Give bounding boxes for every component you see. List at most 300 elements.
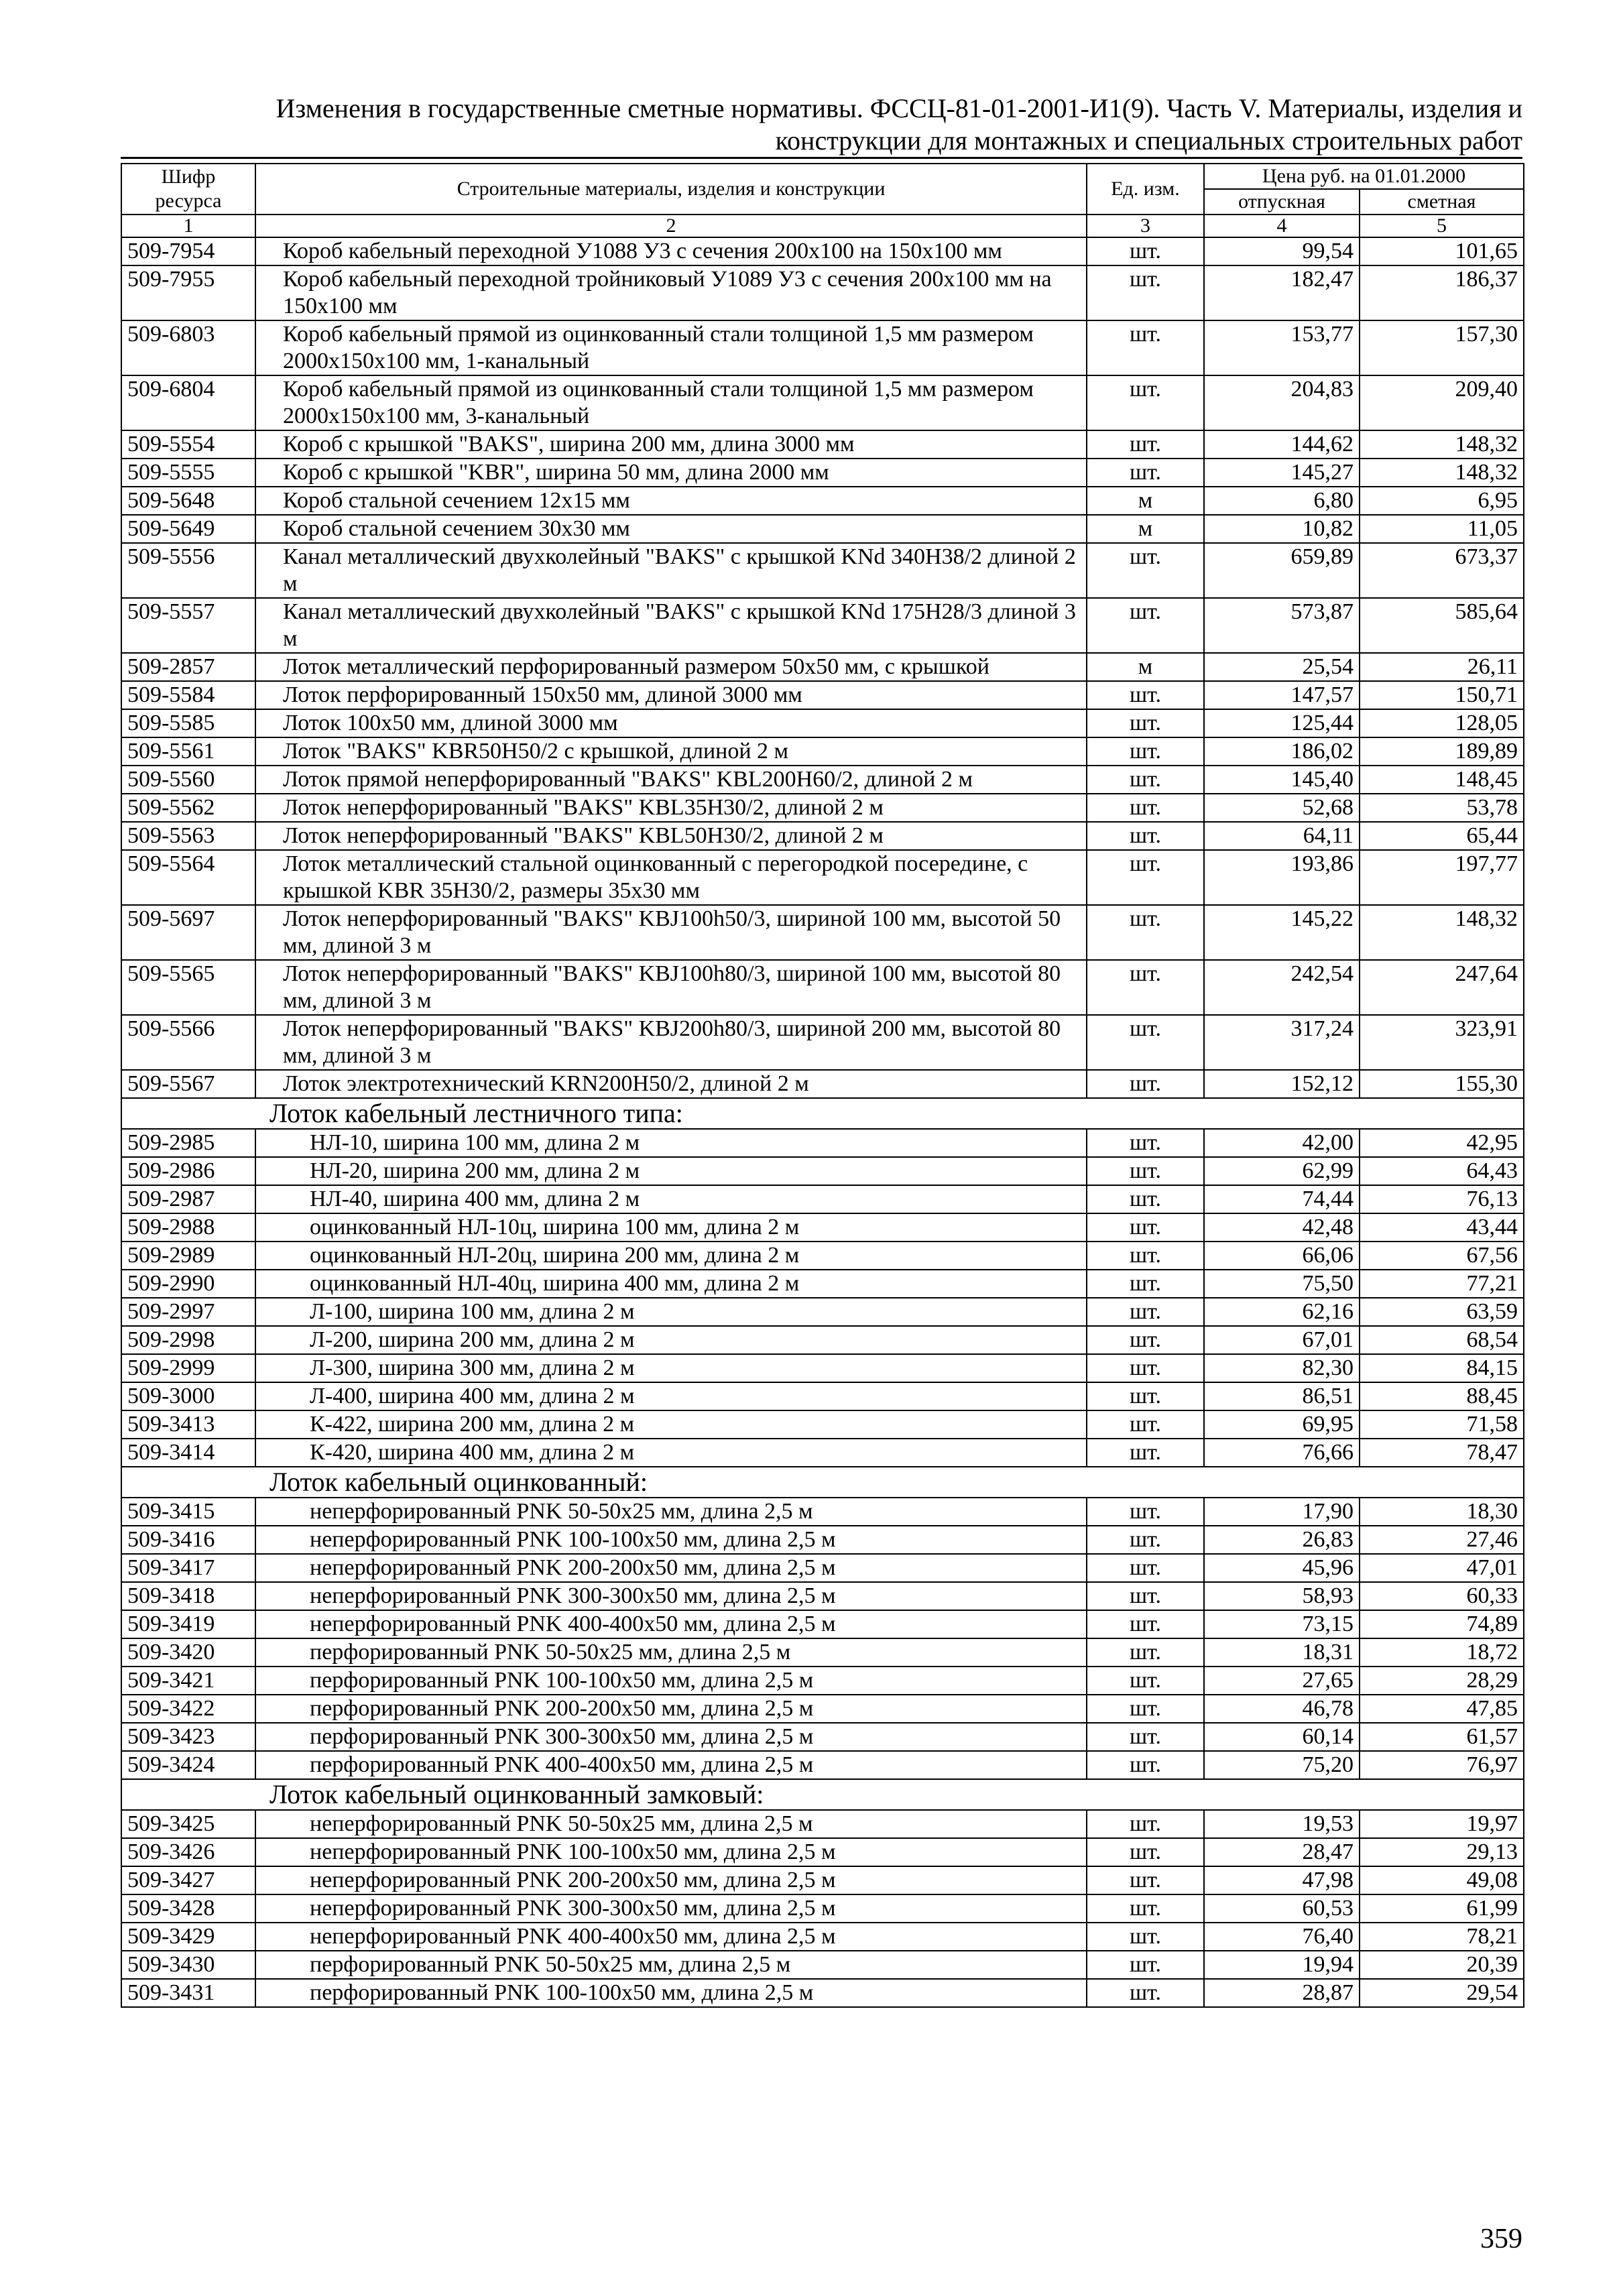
estimate-price: 323,91 [1360, 1015, 1524, 1070]
estimate-price: 68,54 [1360, 1326, 1524, 1354]
resource-code: 509-3418 [121, 1582, 255, 1610]
item-name: перфорированный PNK 300-300х50 мм, длина 2,5 м [255, 1723, 1087, 1751]
estimate-price: 61,57 [1360, 1723, 1524, 1751]
estimate-price: 585,64 [1360, 598, 1524, 653]
item-name: неперфорированный PNK 100-100х50 мм, длина 2,5 м [255, 1838, 1087, 1866]
col-number-1: 1 [121, 215, 255, 237]
release-price: 18,31 [1204, 1638, 1360, 1667]
item-name: Канал металлический двухколейный "BAKS" с крышкой KNd 175H28/3 длиной 3 м [255, 598, 1087, 653]
estimate-price: 209,40 [1360, 375, 1524, 430]
table-row [121, 1610, 1524, 1638]
resource-code: 509-3000 [121, 1382, 255, 1410]
estimate-price: 67,56 [1360, 1242, 1524, 1270]
release-price: 186,02 [1204, 737, 1360, 766]
table-row [121, 1354, 1524, 1382]
table-row [121, 1070, 1524, 1098]
item-name: неперфорированный PNK 100-100х50 мм, длина 2,5 м [255, 1526, 1087, 1554]
table-row [121, 459, 1524, 487]
resource-code: 509-3422 [121, 1695, 255, 1723]
item-name: Короб кабельный прямой из оцинкованный стали толщиной 1,5 мм размером 2000х150х100 мм, 3-канальный [255, 375, 1087, 430]
col-number-3: 3 [1087, 215, 1204, 237]
release-price: 28,47 [1204, 1838, 1360, 1866]
release-price: 153,77 [1204, 320, 1360, 375]
item-name: неперфорированный PNK 50-50х25 мм, длина 2,5 м [255, 1498, 1087, 1526]
resource-code: 509-5567 [121, 1070, 255, 1098]
unit-cell: шт. [1087, 709, 1204, 737]
release-price: 74,44 [1204, 1185, 1360, 1213]
unit-cell: шт. [1087, 681, 1204, 709]
unit-cell: м [1087, 653, 1204, 681]
unit-cell: шт. [1087, 1498, 1204, 1526]
resource-code: 509-2998 [121, 1326, 255, 1354]
resource-code: 509-3431 [121, 1979, 255, 2007]
table-row [121, 1410, 1524, 1439]
estimate-price: 47,85 [1360, 1695, 1524, 1723]
resource-code: 509-5563 [121, 822, 255, 850]
item-name: Лоток 100х50 мм, длиной 3000 мм [255, 709, 1087, 737]
unit-cell: шт. [1087, 822, 1204, 850]
table-row [121, 487, 1524, 515]
table-row [121, 1015, 1524, 1070]
release-price: 42,00 [1204, 1129, 1360, 1157]
page-header [121, 93, 1522, 157]
table-row [121, 1526, 1524, 1554]
release-price: 26,83 [1204, 1526, 1360, 1554]
release-price: 42,48 [1204, 1213, 1360, 1242]
unit-cell: шт. [1087, 1242, 1204, 1270]
resource-code: 509-3421 [121, 1667, 255, 1695]
resource-code: 509-3420 [121, 1638, 255, 1667]
unit-cell: шт. [1087, 794, 1204, 822]
item-name: перфорированный PNK 200-200х50 мм, длина 2,5 м [255, 1695, 1087, 1723]
estimate-price: 64,43 [1360, 1157, 1524, 1185]
item-name: оцинкованный НЛ-20ц, ширина 200 мм, длина 2 м [255, 1242, 1087, 1270]
unit-cell: шт. [1087, 1526, 1204, 1554]
estimate-price: 43,44 [1360, 1213, 1524, 1242]
unit-cell: шт. [1087, 1070, 1204, 1098]
estimate-price: 88,45 [1360, 1382, 1524, 1410]
estimate-price: 6,95 [1360, 487, 1524, 515]
release-price: 60,14 [1204, 1723, 1360, 1751]
unit-cell: шт. [1087, 1951, 1204, 1979]
resource-code: 509-5566 [121, 1015, 255, 1070]
estimate-price: 197,77 [1360, 850, 1524, 905]
estimate-price: 77,21 [1360, 1270, 1524, 1298]
table-row [121, 1667, 1524, 1695]
item-name: Лоток неперфорированный "BAKS" KBJ100h80/3, шириной 100 мм, высотой 80 мм, длиной 3 м [255, 960, 1087, 1015]
estimate-price: 18,72 [1360, 1638, 1524, 1667]
estimate-price: 74,89 [1360, 1610, 1524, 1638]
unit-cell: шт. [1087, 237, 1204, 265]
unit-cell: шт. [1087, 1439, 1204, 1467]
release-price: 62,16 [1204, 1298, 1360, 1326]
resource-code: 509-6803 [121, 320, 255, 375]
resource-code: 509-3414 [121, 1439, 255, 1467]
col-header-name: Строительные материалы, изделия и конструкции [255, 164, 1087, 215]
item-name: неперфорированный PNK 50-50х25 мм, длина 2,5 м [255, 1810, 1087, 1838]
resource-code: 509-7954 [121, 237, 255, 265]
resource-code: 509-5564 [121, 850, 255, 905]
resource-code: 509-5584 [121, 681, 255, 709]
unit-cell: шт. [1087, 1554, 1204, 1582]
estimate-price: 247,64 [1360, 960, 1524, 1015]
item-name: Лоток неперфорированный "BAKS" KBL35H30/2, длиной 2 м [255, 794, 1087, 822]
table-row [121, 1270, 1524, 1298]
estimate-price: 128,05 [1360, 709, 1524, 737]
table-row [121, 1439, 1524, 1467]
section-row [121, 1467, 1524, 1498]
release-price: 19,94 [1204, 1951, 1360, 1979]
resource-code: 509-5648 [121, 487, 255, 515]
estimate-price: 29,13 [1360, 1838, 1524, 1866]
release-price: 19,53 [1204, 1810, 1360, 1838]
estimate-price: 148,32 [1360, 459, 1524, 487]
resource-code: 509-3416 [121, 1526, 255, 1554]
release-price: 17,90 [1204, 1498, 1360, 1526]
estimate-price: 148,45 [1360, 766, 1524, 794]
estimate-price: 76,97 [1360, 1751, 1524, 1779]
item-name: Короб кабельный переходной У1088 У3 с сечения 200х100 на 150х100 мм [255, 237, 1087, 265]
resource-code: 509-3415 [121, 1498, 255, 1526]
unit-cell: шт. [1087, 1810, 1204, 1838]
resource-code: 509-3428 [121, 1894, 255, 1923]
item-name: Лоток неперфорированный "BAKS" KBL50H30/2, длиной 2 м [255, 822, 1087, 850]
estimate-price: 76,13 [1360, 1185, 1524, 1213]
resource-code: 509-2999 [121, 1354, 255, 1382]
section-row [121, 1098, 1524, 1129]
estimate-price: 53,78 [1360, 794, 1524, 822]
item-name: Короб стальной сечением 30х30 мм [255, 515, 1087, 543]
item-name: Короб с крышкой "BAKS", ширина 200 мм, длина 3000 мм [255, 430, 1087, 459]
estimate-price: 78,47 [1360, 1439, 1524, 1467]
release-price: 145,22 [1204, 905, 1360, 960]
unit-cell: шт. [1087, 905, 1204, 960]
item-name: Короб с крышкой "KBR", ширина 50 мм, длина 2000 мм [255, 459, 1087, 487]
item-name: неперфорированный PNK 300-300х50 мм, длина 2,5 м [255, 1582, 1087, 1610]
estimate-price: 71,58 [1360, 1410, 1524, 1439]
unit-cell: шт. [1087, 1923, 1204, 1951]
item-name: Лоток электротехнический KRN200H50/2, длиной 2 м [255, 1070, 1087, 1098]
estimate-price: 186,37 [1360, 265, 1524, 320]
header-line-1: Изменения в государственные сметные нормативы. ФССЦ-81-01-2001-И1(9). Часть V. Материалы, изделия и [276, 93, 1522, 123]
header-line-2: конструкции для монтажных и специальных строительных работ [775, 125, 1522, 156]
unit-cell: шт. [1087, 543, 1204, 598]
resource-code: 509-3430 [121, 1951, 255, 1979]
unit-cell: шт. [1087, 1979, 1204, 2007]
estimate-price: 60,33 [1360, 1582, 1524, 1610]
col-header-price: Цена руб. на 01.01.2000 [1204, 164, 1524, 189]
resource-code: 509-3417 [121, 1554, 255, 1582]
item-name: Лоток прямой неперфорированный "BAKS" KBL200H60/2, длиной 2 м [255, 766, 1087, 794]
item-name: Короб стальной сечением 12х15 мм [255, 487, 1087, 515]
item-name: неперфорированный PNK 200-200х50 мм, длина 2,5 м [255, 1866, 1087, 1894]
item-name: К-422, ширина 200 мм, длина 2 м [255, 1410, 1087, 1439]
unit-cell: шт. [1087, 459, 1204, 487]
unit-cell: шт. [1087, 1638, 1204, 1667]
unit-cell: шт. [1087, 850, 1204, 905]
resource-code: 509-2857 [121, 653, 255, 681]
unit-cell: шт. [1087, 1695, 1204, 1723]
table-row [121, 1157, 1524, 1185]
estimate-price: 65,44 [1360, 822, 1524, 850]
estimate-price: 150,71 [1360, 681, 1524, 709]
resource-code: 509-6804 [121, 375, 255, 430]
table-row [121, 1838, 1524, 1866]
release-price: 76,66 [1204, 1439, 1360, 1467]
unit-cell: шт. [1087, 598, 1204, 653]
estimate-price: 61,99 [1360, 1894, 1524, 1923]
resource-code: 509-3426 [121, 1838, 255, 1866]
price-table [121, 163, 1524, 2008]
section-row [121, 1779, 1524, 1810]
release-price: 76,40 [1204, 1923, 1360, 1951]
table-row [121, 1979, 1524, 2007]
estimate-price: 27,46 [1360, 1526, 1524, 1554]
unit-cell: шт. [1087, 1838, 1204, 1866]
col-header-release: отпускная [1204, 189, 1360, 215]
section-title: Лоток кабельный оцинкованный: [121, 1467, 1524, 1498]
resource-code: 509-2990 [121, 1270, 255, 1298]
item-name: Л-100, ширина 100 мм, длина 2 м [255, 1298, 1087, 1326]
item-name: НЛ-40, ширина 400 мм, длина 2 м [255, 1185, 1087, 1213]
table-row [121, 237, 1524, 265]
item-name: неперфорированный PNK 200-200х50 мм, длина 2,5 м [255, 1554, 1087, 1582]
table-row [121, 1582, 1524, 1610]
unit-cell: шт. [1087, 960, 1204, 1015]
table-row [121, 766, 1524, 794]
item-name: Короб кабельный переходной тройниковый У1089 У3 с сечения 200х100 мм на 150х100 мм [255, 265, 1087, 320]
release-price: 6,80 [1204, 487, 1360, 515]
unit-cell: шт. [1087, 1582, 1204, 1610]
unit-cell: шт. [1087, 375, 1204, 430]
estimate-price: 157,30 [1360, 320, 1524, 375]
release-price: 75,20 [1204, 1751, 1360, 1779]
table-row [121, 1751, 1524, 1779]
table-row [121, 430, 1524, 459]
item-name: НЛ-20, ширина 200 мм, длина 2 м [255, 1157, 1087, 1185]
unit-cell: шт. [1087, 430, 1204, 459]
resource-code: 509-5649 [121, 515, 255, 543]
unit-cell: шт. [1087, 1015, 1204, 1070]
unit-cell: шт. [1087, 1751, 1204, 1779]
table-row [121, 1554, 1524, 1582]
unit-cell: шт. [1087, 737, 1204, 766]
unit-cell: шт. [1087, 320, 1204, 375]
release-price: 58,93 [1204, 1582, 1360, 1610]
unit-cell: шт. [1087, 1610, 1204, 1638]
release-price: 145,27 [1204, 459, 1360, 487]
unit-cell: шт. [1087, 265, 1204, 320]
unit-cell: шт. [1087, 1354, 1204, 1382]
resource-code: 509-5697 [121, 905, 255, 960]
item-name: Л-400, ширина 400 мм, длина 2 м [255, 1382, 1087, 1410]
release-price: 27,65 [1204, 1667, 1360, 1695]
estimate-price: 18,30 [1360, 1498, 1524, 1526]
item-name: Лоток металлический стальной оцинкованный с перегородкой посередине, с крышкой KBR 35H30/2, размеры 35х30 мм [255, 850, 1087, 905]
table-row [121, 1498, 1524, 1526]
table-row [121, 1723, 1524, 1751]
header-rule [121, 157, 1522, 159]
release-price: 145,40 [1204, 766, 1360, 794]
resource-code: 509-5585 [121, 709, 255, 737]
col-number-4: 4 [1204, 215, 1360, 237]
resource-code: 509-2997 [121, 1298, 255, 1326]
table-row [121, 515, 1524, 543]
release-price: 204,83 [1204, 375, 1360, 430]
table-row [121, 320, 1524, 375]
item-name: Л-300, ширина 300 мм, длина 2 м [255, 1354, 1087, 1382]
resource-code: 509-2985 [121, 1129, 255, 1157]
release-price: 47,98 [1204, 1866, 1360, 1894]
unit-cell: шт. [1087, 1185, 1204, 1213]
estimate-price: 148,32 [1360, 430, 1524, 459]
unit-cell: шт. [1087, 1129, 1204, 1157]
unit-cell: шт. [1087, 1270, 1204, 1298]
item-name: перфорированный PNK 100-100х50 мм, длина 2,5 м [255, 1979, 1087, 2007]
item-name: НЛ-10, ширина 100 мм, длина 2 м [255, 1129, 1087, 1157]
resource-code: 509-3413 [121, 1410, 255, 1439]
estimate-price: 78,21 [1360, 1923, 1524, 1951]
resource-code: 509-3427 [121, 1866, 255, 1894]
unit-cell: шт. [1087, 1213, 1204, 1242]
resource-code: 509-5565 [121, 960, 255, 1015]
table-row [121, 543, 1524, 598]
item-name: Короб кабельный прямой из оцинкованный стали толщиной 1,5 мм размером 2000х150х100 мм, 1-канальный [255, 320, 1087, 375]
resource-code: 509-5555 [121, 459, 255, 487]
item-name: Лоток неперфорированный "BAKS" KBJ200h80/3, шириной 200 мм, высотой 80 мм, длиной 3 м [255, 1015, 1087, 1070]
table-row [121, 1185, 1524, 1213]
release-price: 75,50 [1204, 1270, 1360, 1298]
col-number-5: 5 [1360, 215, 1524, 237]
item-name: Канал металлический двухколейный "BAKS" с крышкой KNd 340H38/2 длиной 2 м [255, 543, 1087, 598]
release-price: 60,53 [1204, 1894, 1360, 1923]
release-price: 125,44 [1204, 709, 1360, 737]
item-name: неперфорированный PNK 400-400х50 мм, длина 2,5 м [255, 1923, 1087, 1951]
table-row [121, 1298, 1524, 1326]
resource-code: 509-2986 [121, 1157, 255, 1185]
release-price: 86,51 [1204, 1382, 1360, 1410]
table-row [121, 1810, 1524, 1838]
release-price: 69,95 [1204, 1410, 1360, 1439]
item-name: неперфорированный PNK 300-300х50 мм, длина 2,5 м [255, 1894, 1087, 1923]
table-row [121, 737, 1524, 766]
item-name: оцинкованный НЛ-40ц, ширина 400 мм, длина 2 м [255, 1270, 1087, 1298]
table-row [121, 850, 1524, 905]
resource-code: 509-5556 [121, 543, 255, 598]
estimate-price: 20,39 [1360, 1951, 1524, 1979]
unit-cell: шт. [1087, 1157, 1204, 1185]
release-price: 10,82 [1204, 515, 1360, 543]
table-body [121, 237, 1524, 2007]
estimate-price: 19,97 [1360, 1810, 1524, 1838]
item-name: К-420, ширина 400 мм, длина 2 м [255, 1439, 1087, 1467]
unit-cell: шт. [1087, 1667, 1204, 1695]
estimate-price: 47,01 [1360, 1554, 1524, 1582]
table-row [121, 1695, 1524, 1723]
estimate-price: 11,05 [1360, 515, 1524, 543]
unit-cell: м [1087, 515, 1204, 543]
section-title: Лоток кабельный оцинкованный замковый: [121, 1779, 1524, 1810]
table-row [121, 1866, 1524, 1894]
item-name: перфорированный PNK 400-400х50 мм, длина 2,5 м [255, 1751, 1087, 1779]
unit-cell: шт. [1087, 1326, 1204, 1354]
table-row [121, 375, 1524, 430]
estimate-price: 189,89 [1360, 737, 1524, 766]
release-price: 182,47 [1204, 265, 1360, 320]
item-name: Лоток "BAKS" KBR50H50/2 с крышкой, длиной 2 м [255, 737, 1087, 766]
resource-code: 509-3425 [121, 1810, 255, 1838]
table-row [121, 1894, 1524, 1923]
table-row [121, 1951, 1524, 1979]
col-header-code: Шифр ресурса [121, 164, 255, 215]
col-number-2: 2 [255, 215, 1087, 237]
release-price: 99,54 [1204, 237, 1360, 265]
table-row [121, 598, 1524, 653]
table-row [121, 1638, 1524, 1667]
item-name: Лоток металлический перфорированный размером 50х50 мм, с крышкой [255, 653, 1087, 681]
release-price: 147,57 [1204, 681, 1360, 709]
unit-cell: шт. [1087, 1382, 1204, 1410]
estimate-price: 42,95 [1360, 1129, 1524, 1157]
unit-cell: шт. [1087, 1410, 1204, 1439]
resource-code: 509-2987 [121, 1185, 255, 1213]
resource-code: 509-5554 [121, 430, 255, 459]
resource-code: 509-2989 [121, 1242, 255, 1270]
table-row [121, 794, 1524, 822]
resource-code: 509-7955 [121, 265, 255, 320]
page-number: 359 [1480, 2224, 1522, 2254]
release-price: 82,30 [1204, 1354, 1360, 1382]
release-price: 62,99 [1204, 1157, 1360, 1185]
item-name: оцинкованный НЛ-10ц, ширина 100 мм, длина 2 м [255, 1213, 1087, 1242]
estimate-price: 155,30 [1360, 1070, 1524, 1098]
unit-cell: шт. [1087, 1723, 1204, 1751]
table-row [121, 709, 1524, 737]
table-row [121, 265, 1524, 320]
estimate-price: 84,15 [1360, 1354, 1524, 1382]
table-row [121, 1326, 1524, 1354]
release-price: 193,86 [1204, 850, 1360, 905]
release-price: 73,15 [1204, 1610, 1360, 1638]
table-row [121, 1382, 1524, 1410]
table-row [121, 653, 1524, 681]
unit-cell: шт. [1087, 1894, 1204, 1923]
table-row [121, 960, 1524, 1015]
table-row [121, 1923, 1524, 1951]
item-name: Лоток неперфорированный "BAKS" KBJ100h50/3, шириной 100 мм, высотой 50 мм, длиной 3 м [255, 905, 1087, 960]
item-name: Лоток перфорированный 150х50 мм, длиной 3000 мм [255, 681, 1087, 709]
resource-code: 509-5557 [121, 598, 255, 653]
release-price: 25,54 [1204, 653, 1360, 681]
release-price: 67,01 [1204, 1326, 1360, 1354]
release-price: 52,68 [1204, 794, 1360, 822]
unit-cell: шт. [1087, 1298, 1204, 1326]
table-row [121, 1213, 1524, 1242]
item-name: неперфорированный PNK 400-400х50 мм, длина 2,5 м [255, 1610, 1087, 1638]
release-price: 66,06 [1204, 1242, 1360, 1270]
item-name: перфорированный PNK 50-50х25 мм, длина 2,5 м [255, 1638, 1087, 1667]
estimate-price: 28,29 [1360, 1667, 1524, 1695]
resource-code: 509-3423 [121, 1723, 255, 1751]
resource-code: 509-3429 [121, 1923, 255, 1951]
table-row [121, 822, 1524, 850]
release-price: 64,11 [1204, 822, 1360, 850]
release-price: 46,78 [1204, 1695, 1360, 1723]
release-price: 144,62 [1204, 430, 1360, 459]
unit-cell: шт. [1087, 1866, 1204, 1894]
estimate-price: 673,37 [1360, 543, 1524, 598]
unit-cell: м [1087, 487, 1204, 515]
